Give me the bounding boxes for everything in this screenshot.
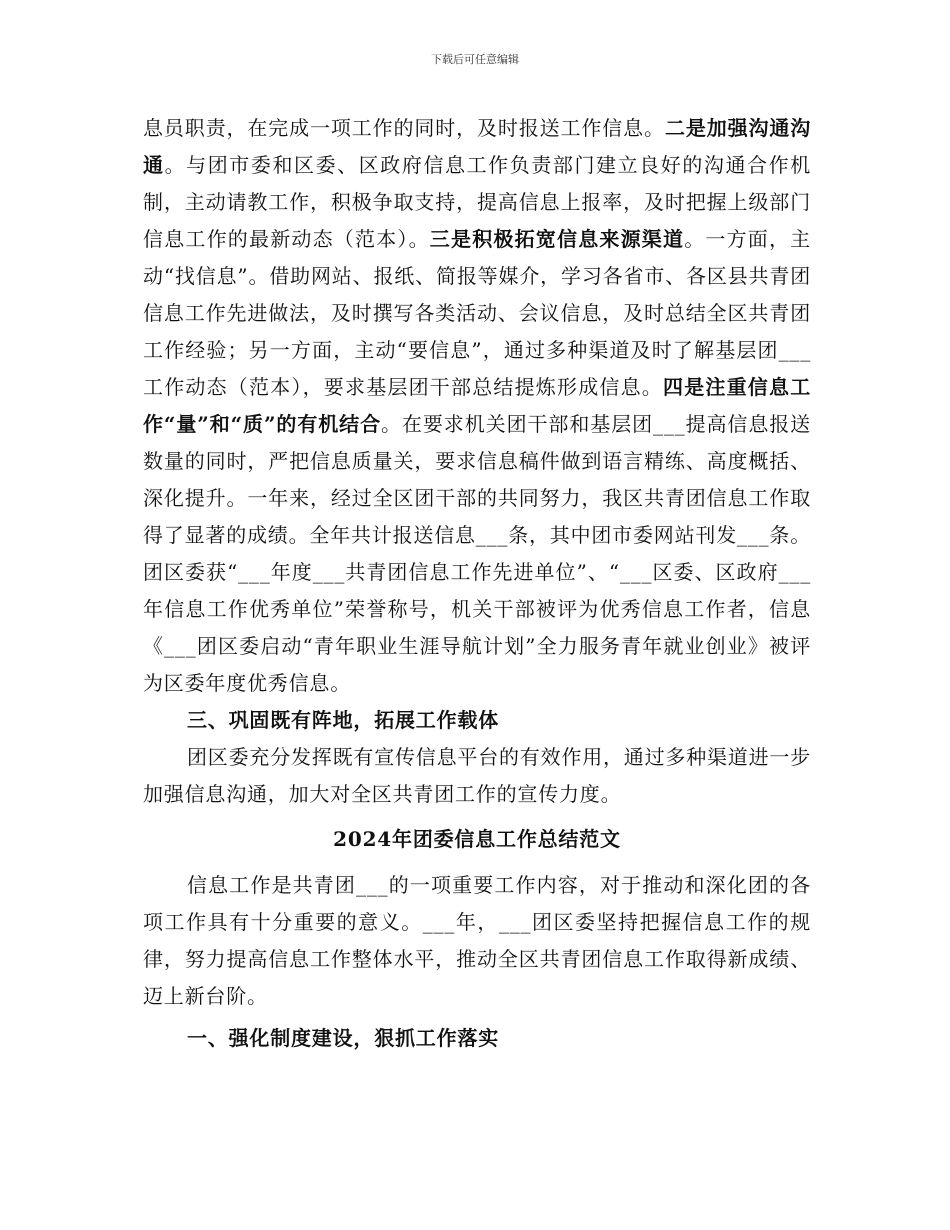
paragraph-continued — [143, 110, 811, 702]
bold-point-four: 四是注重信息工作“量”和“质”的有机结合 — [143, 375, 811, 436]
document-title: 2024年团委信息工作总结范文 — [333, 827, 621, 851]
bold-point-two: 二是加强沟通沟通 — [143, 116, 812, 177]
document-body — [143, 110, 811, 1057]
paragraph-section-three: 团区委充分发挥既有宣传信息平台的有效作用，通过多种渠道进一步加强信息沟通，加大对全区共青团工作的宣传力度。 — [143, 745, 811, 806]
text-run: 。在要求机关团干部和基层团___提高信息报送数量的同时，严把信息质量关，要求信息稿件做到语言精练、高度概括、深化提升。一年来，经过全区团干部的共同努力，我区共青团信息工作取得了显著的成绩。全年共计报送信息___条，其中团市委网站刊发___条。团区委获“___年度___共青团信息工作先进单位”、“___区委、区政府___年信息工作优秀单位”荣誉称号，机关干部被评为优秀信息工作者，信息《___团区委启动“青年职业生涯导航计划”全力服务青年就业创业》被评为区委年度优秀信息。 — [143, 412, 811, 695]
section-heading-three: 三、巩固既有阵地，拓展工作载体 — [187, 708, 499, 732]
text-run: 。与团市委和区委、区政府信息工作负责部门建立良好的沟通合作机制，主动请教工作，积极争取支持，提高信息上报率，及时把握上级部门信息工作的最新动态（范本）。 — [143, 153, 811, 251]
text-run: 。一方面，主动“找信息”。借助网站、报纸、简报等媒介，学习各省市、各区县共青团信息工作先进做法，及时撰写各类活动、会议信息，及时总结全区共青团工作经验；另一方面，主动“要信息”，通过多种渠道及时了解基层团___工作动态（范本），要求基层团干部总结提炼形成信息。 — [143, 227, 811, 399]
page-header: 下载后可任意编辑 — [431, 53, 519, 66]
section-heading-one: 一、强化制度建设，狠抓工作落实 — [187, 1026, 499, 1050]
text-run: 息员职责，在完成一项工作的同时，及时报送工作信息。 — [143, 116, 665, 140]
bold-point-three: 三是积极拓宽信息来源渠道 — [429, 227, 685, 251]
paragraph-intro: 信息工作是共青团___的一项重要工作内容，对于推动和深化团的各项工作具有十分重要的意义。___年，___团区委坚持把握信息工作的规律，努力提高信息工作整体水平，推动全区共青团信息工作取得新成绩、迈上新台阶。 — [143, 873, 811, 1008]
